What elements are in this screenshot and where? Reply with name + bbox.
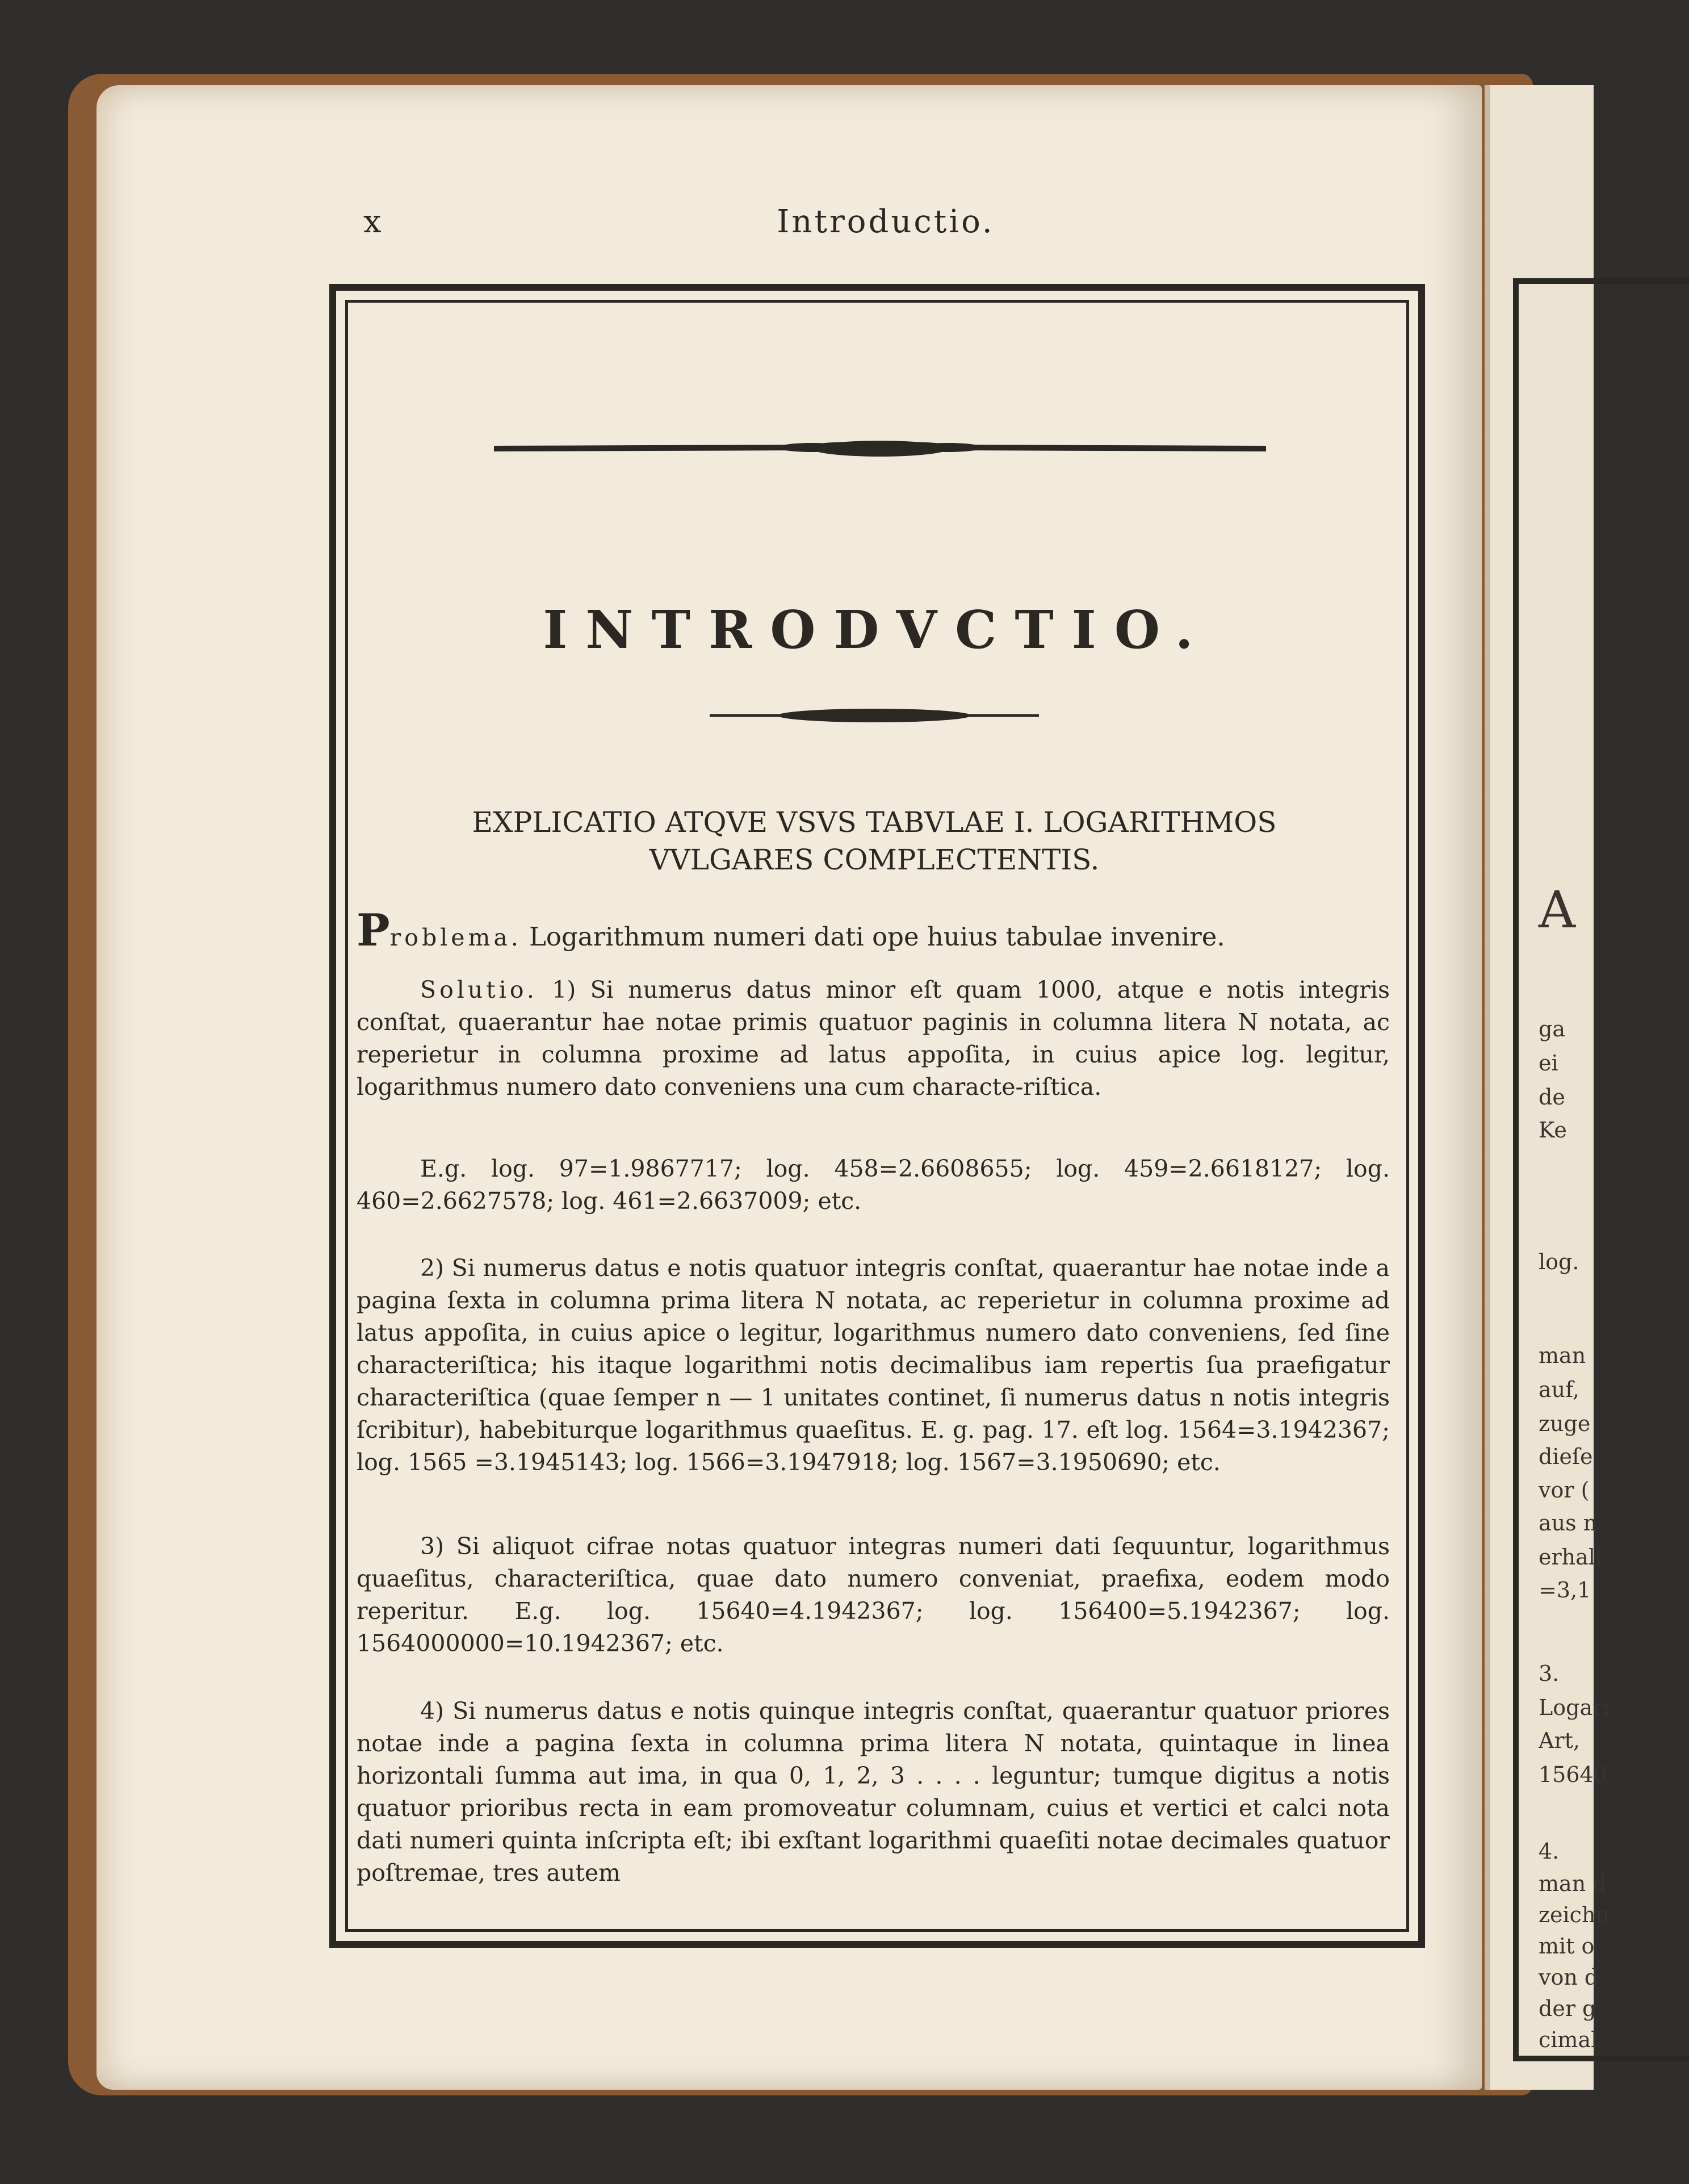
section-title-line-1: EXPLICATIO ATQVE VSVS TABVLAE I. LOGARITHMOS — [472, 806, 1277, 839]
facing-fragment: 4. — [1539, 1839, 1560, 1864]
facing-fragment: cimal — [1539, 2027, 1598, 2052]
facing-fragment: de — [1539, 1085, 1565, 1110]
top-ornament-rule — [494, 432, 1266, 466]
facing-fragment: der g — [1539, 1996, 1596, 2021]
facing-fragment: Logari — [1539, 1695, 1610, 1720]
facing-fragment: mit o — [1539, 1934, 1595, 1959]
examples-paragraph-1: E.g. log. 97=1.9867717; log. 458=2.6608655; log. 459=2.6618127; log. 460=2.6627578; log. 461=2.6637009; etc. — [357, 1155, 1390, 1215]
paragraph-3: 3) Si aliquot cifrae notas quatuor integras numeri dati ſequuntur, logarithmus quaeſitus, characteriſtica, quae dato numero conveniat, praefixa, eodem modo reperitur. E.g. log. 15640=4.1942367; log. 156400=5.1942367; log. 1564000000=10.1942367; etc. — [357, 1533, 1390, 1657]
facing-fragment: zeichn — [1539, 1902, 1610, 1927]
section-title — [363, 804, 1385, 878]
problema-word: roblema. — [389, 924, 522, 951]
problema-paragraph — [357, 905, 1390, 956]
facing-page-frame — [1513, 278, 1689, 2061]
facing-fragment: =3,1 — [1539, 1578, 1591, 1603]
solutio-label: Solutio. — [420, 976, 538, 1003]
facing-fragment: auf, — [1539, 1377, 1579, 1402]
running-head — [363, 203, 1408, 254]
inner-border-frame — [345, 300, 1409, 1932]
facing-fragment: 3. — [1539, 1661, 1560, 1686]
facing-fragment: Art, — [1539, 1728, 1580, 1753]
problema-text: Logarithmum numeri dati ope huius tabulae invenire. — [529, 922, 1225, 952]
facing-fragment: A — [1539, 880, 1575, 940]
page-number: x — [363, 203, 382, 240]
facing-fragment: man d — [1539, 1871, 1607, 1896]
facing-fragment: ga — [1539, 1016, 1565, 1041]
facing-fragment: dieſe — [1539, 1444, 1593, 1469]
facing-fragment: man — [1539, 1343, 1586, 1368]
paragraph-2: 2) Si numerus datus e notis quatuor integris conſtat, quaerantur hae notae inde a pagina ſexta in columna prima litera N notata, ac reperietur in columna proxime ad latus appoſita, in cuius apice o legitur, logarithmus numero dato conveniens, ſed ſine characteriſtica; his itaque logarithmi notis decimalibus iam repertis ſua praefigatur characteriſtica (quae ſemper n — 1 unitates continet, ſi numerus datus n notis integris ſcribitur), habebiturque logarithmus quaeſitus. E. g. pag. 17. eſt log. 1564=3.1942367; log. 1565 =3.1945143; log. 1566=3.1947918; log. 1567=3.1950690; etc. — [357, 1254, 1390, 1476]
facing-fragment: von d — [1539, 1965, 1599, 1990]
facing-fragment: aus n — [1539, 1511, 1598, 1536]
facing-fragment: zuge — [1539, 1411, 1591, 1436]
facing-page — [1485, 85, 1610, 2090]
facing-fragment: 15640 — [1539, 1762, 1607, 1787]
section-title-line-2: VVLGARES COMPLECTENTIS. — [649, 843, 1100, 876]
main-title: INTRODVCTIO. — [543, 599, 1212, 660]
paragraph-4: 4) Si numerus datus e notis quinque integris conſtat, quaerantur quatuor priores notae inde a pagina ſexta in columna prima litera N notata, quintaque in linea horizontali ſumma aut ima, in qua 0, 1, 2, 3 . . . . leguntur; tumque digitus a notis quatuor prioribus recta in eam promoveatur columnam, cuius et vertici et calci nota dati numeri quinta inſcripta eſt; ibi exſtant logarithmi quaeſiti notae decimales quatuor poſtremae, tres autem — [357, 1697, 1390, 1886]
title-ornament-rule — [710, 704, 1039, 727]
facing-fragment: ei — [1539, 1051, 1558, 1076]
facing-fragment: Ke — [1539, 1118, 1567, 1143]
facing-fragment: vor ( — [1539, 1478, 1590, 1503]
running-title: Introductio. — [777, 203, 995, 240]
solutio-paragraph-1 — [357, 974, 1390, 1103]
solutio-text-1: 1) Si numerus datus minor eſt quam 1000, atque e notis integris conſtat, quaerantur hae notae primis quatuor paginis in columna litera N notata, ac reperietur in columna proxime ad latus appoſita, in cuius apice log. legitur, logarithmus numero dato conveniens una cum characte-riſtica. — [357, 976, 1390, 1101]
facing-fragment: erhalt — [1539, 1545, 1604, 1570]
problema-initial: P — [357, 905, 390, 956]
facing-fragment: log. — [1539, 1249, 1579, 1274]
